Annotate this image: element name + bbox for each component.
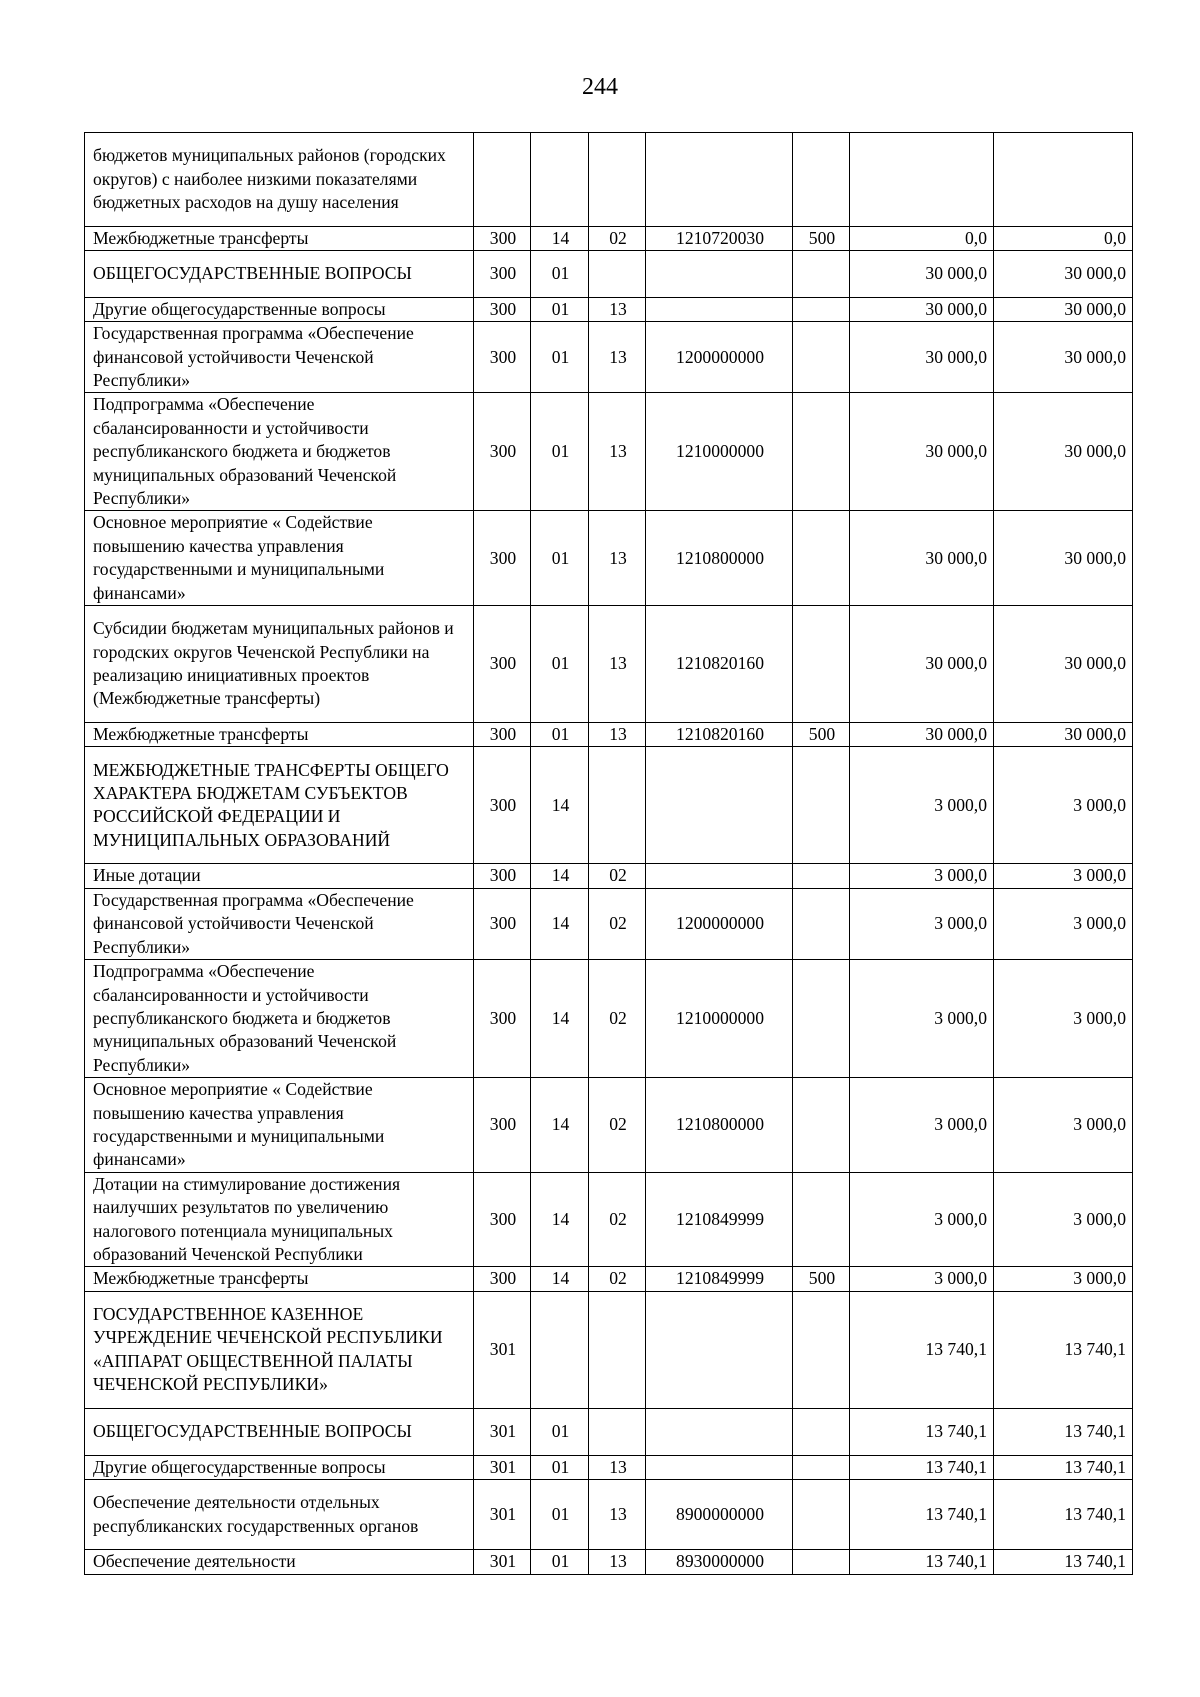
amount-year-2: 30 000,0: [994, 511, 1133, 606]
grbs-code: 300: [474, 322, 531, 393]
expense-type-code: [793, 1550, 850, 1574]
section-code: 14: [531, 888, 589, 959]
target-article-code: 1210720030: [646, 226, 793, 250]
target-article-code: [646, 747, 793, 864]
subsection-code: [589, 133, 646, 227]
amount-year-1: 13 740,1: [850, 1550, 994, 1574]
amount-year-1: 3 000,0: [850, 864, 994, 888]
amount-year-1: 30 000,0: [850, 322, 994, 393]
grbs-code: 301: [474, 1480, 531, 1550]
row-name: бюджетов муниципальных районов (городских округов) с наиболее низкими показателями бюджетных расходов на душу населения: [85, 133, 474, 227]
amount-year-2: 3 000,0: [994, 1172, 1133, 1267]
section-code: 14: [531, 226, 589, 250]
subsection-code: 02: [589, 1267, 646, 1291]
table-row: [85, 747, 1133, 864]
row-name: Другие общегосударственные вопросы: [85, 1455, 474, 1479]
expense-type-code: [793, 747, 850, 864]
table-row: [85, 1408, 1133, 1455]
target-article-code: 1210820160: [646, 723, 793, 747]
grbs-code: 300: [474, 864, 531, 888]
grbs-code: 300: [474, 888, 531, 959]
section-code: [531, 133, 589, 227]
row-name: Подпрограмма «Обеспечение сбалансированности и устойчивости республиканского бюджета и бюджетов муниципальных образований Чеченской Республики»: [85, 393, 474, 511]
amount-year-2: 13 740,1: [994, 1480, 1133, 1550]
table-row: [85, 960, 1133, 1078]
target-article-code: [646, 251, 793, 298]
target-article-code: 1200000000: [646, 888, 793, 959]
amount-year-1: 30 000,0: [850, 511, 994, 606]
amount-year-2: 30 000,0: [994, 606, 1133, 723]
amount-year-2: 3 000,0: [994, 960, 1133, 1078]
row-name: Дотации на стимулирование достижения наилучших результатов по увеличению налогового потенциала муниципальных образований Чеченской Республики: [85, 1172, 474, 1267]
table-row: [85, 251, 1133, 298]
expense-type-code: [793, 297, 850, 321]
subsection-code: 02: [589, 864, 646, 888]
section-code: 01: [531, 1480, 589, 1550]
section-code: 01: [531, 511, 589, 606]
table-row: [85, 297, 1133, 321]
subsection-code: 13: [589, 1455, 646, 1479]
table-row: [85, 393, 1133, 511]
grbs-code: 301: [474, 1550, 531, 1574]
table-row: [85, 1172, 1133, 1267]
subsection-code: 13: [589, 297, 646, 321]
grbs-code: 300: [474, 1172, 531, 1267]
row-name: Иные дотации: [85, 864, 474, 888]
subsection-code: 13: [589, 1550, 646, 1574]
expense-type-code: [793, 1455, 850, 1479]
table-row: [85, 133, 1133, 227]
section-code: 14: [531, 1267, 589, 1291]
target-article-code: [646, 1291, 793, 1408]
target-article-code: 1210849999: [646, 1172, 793, 1267]
amount-year-1: 30 000,0: [850, 251, 994, 298]
target-article-code: 1210000000: [646, 960, 793, 1078]
target-article-code: 8930000000: [646, 1550, 793, 1574]
amount-year-1: 3 000,0: [850, 888, 994, 959]
grbs-code: 300: [474, 747, 531, 864]
amount-year-1: 30 000,0: [850, 393, 994, 511]
row-name: Межбюджетные трансферты: [85, 723, 474, 747]
amount-year-1: 30 000,0: [850, 297, 994, 321]
amount-year-2: 30 000,0: [994, 297, 1133, 321]
section-code: 01: [531, 251, 589, 298]
subsection-code: 13: [589, 1480, 646, 1550]
amount-year-2: 3 000,0: [994, 864, 1133, 888]
target-article-code: 8900000000: [646, 1480, 793, 1550]
grbs-code: 300: [474, 393, 531, 511]
target-article-code: [646, 133, 793, 227]
amount-year-2: 30 000,0: [994, 723, 1133, 747]
expense-type-code: [793, 606, 850, 723]
target-article-code: 1210820160: [646, 606, 793, 723]
subsection-code: [589, 1291, 646, 1408]
table-row: [85, 1455, 1133, 1479]
expense-type-code: [793, 1480, 850, 1550]
row-name: ОБЩЕГОСУДАРСТВЕННЫЕ ВОПРОСЫ: [85, 251, 474, 298]
section-code: 14: [531, 1172, 589, 1267]
page-number: 244: [582, 74, 618, 100]
table-row: [85, 511, 1133, 606]
amount-year-1: 3 000,0: [850, 960, 994, 1078]
grbs-code: 300: [474, 297, 531, 321]
amount-year-1: 3 000,0: [850, 747, 994, 864]
subsection-code: 02: [589, 1172, 646, 1267]
table-row: [85, 226, 1133, 250]
grbs-code: 300: [474, 226, 531, 250]
budget-table: [84, 132, 1133, 1575]
row-name: ОБЩЕГОСУДАРСТВЕННЫЕ ВОПРОСЫ: [85, 1408, 474, 1455]
grbs-code: 300: [474, 1078, 531, 1173]
row-name: МЕЖБЮДЖЕТНЫЕ ТРАНСФЕРТЫ ОБЩЕГО ХАРАКТЕРА БЮДЖЕТАМ СУБЪЕКТОВ РОССИЙСКОЙ ФЕДЕРАЦИИ И МУНИЦИПАЛЬНЫХ ОБРАЗОВАНИЙ: [85, 747, 474, 864]
row-name: Другие общегосударственные вопросы: [85, 297, 474, 321]
subsection-code: 13: [589, 393, 646, 511]
target-article-code: [646, 864, 793, 888]
table-row: [85, 864, 1133, 888]
grbs-code: [474, 133, 531, 227]
subsection-code: 13: [589, 723, 646, 747]
amount-year-2: 13 740,1: [994, 1408, 1133, 1455]
table-row: [85, 606, 1133, 723]
subsection-code: [589, 1408, 646, 1455]
target-article-code: 1200000000: [646, 322, 793, 393]
row-name: Обеспечение деятельности отдельных республиканских государственных органов: [85, 1480, 474, 1550]
row-name: Межбюджетные трансферты: [85, 226, 474, 250]
amount-year-2: 13 740,1: [994, 1455, 1133, 1479]
amount-year-1: 13 740,1: [850, 1291, 994, 1408]
section-code: 01: [531, 1408, 589, 1455]
amount-year-1: 13 740,1: [850, 1480, 994, 1550]
amount-year-2: 3 000,0: [994, 1078, 1133, 1173]
grbs-code: 301: [474, 1455, 531, 1479]
amount-year-1: 13 740,1: [850, 1455, 994, 1479]
table-row: [85, 1480, 1133, 1550]
section-code: 14: [531, 747, 589, 864]
grbs-code: 300: [474, 1267, 531, 1291]
row-name: Обеспечение деятельности: [85, 1550, 474, 1574]
table-row: [85, 1078, 1133, 1173]
section-code: 14: [531, 960, 589, 1078]
expense-type-code: [793, 251, 850, 298]
amount-year-1: 30 000,0: [850, 723, 994, 747]
row-name: Государственная программа «Обеспечение финансовой устойчивости Чеченской Республики»: [85, 322, 474, 393]
target-article-code: [646, 1408, 793, 1455]
target-article-code: [646, 1455, 793, 1479]
row-name: Основное мероприятие « Содействие повышению качества управления государственными и муниципальными финансами»: [85, 1078, 474, 1173]
subsection-code: 02: [589, 226, 646, 250]
amount-year-1: 3 000,0: [850, 1172, 994, 1267]
subsection-code: 02: [589, 888, 646, 959]
grbs-code: 300: [474, 606, 531, 723]
expense-type-code: [793, 511, 850, 606]
expense-type-code: [793, 393, 850, 511]
amount-year-2: 30 000,0: [994, 393, 1133, 511]
expense-type-code: [793, 133, 850, 227]
amount-year-2: 3 000,0: [994, 747, 1133, 864]
expense-type-code: 500: [793, 226, 850, 250]
expense-type-code: [793, 1291, 850, 1408]
amount-year-1: 13 740,1: [850, 1408, 994, 1455]
expense-type-code: [793, 1172, 850, 1267]
section-code: 01: [531, 1455, 589, 1479]
subsection-code: 02: [589, 1078, 646, 1173]
table-row: [85, 723, 1133, 747]
expense-type-code: [793, 1408, 850, 1455]
amount-year-2: 13 740,1: [994, 1550, 1133, 1574]
grbs-code: 301: [474, 1408, 531, 1455]
section-code: 01: [531, 393, 589, 511]
amount-year-1: 3 000,0: [850, 1267, 994, 1291]
amount-year-2: 30 000,0: [994, 251, 1133, 298]
section-code: 01: [531, 1550, 589, 1574]
expense-type-code: [793, 960, 850, 1078]
target-article-code: 1210800000: [646, 511, 793, 606]
section-code: [531, 1291, 589, 1408]
expense-type-code: [793, 888, 850, 959]
subsection-code: 13: [589, 606, 646, 723]
amount-year-1: 30 000,0: [850, 606, 994, 723]
amount-year-1: 0,0: [850, 226, 994, 250]
row-name: Основное мероприятие « Содействие повышению качества управления государственными и муниципальными финансами»: [85, 511, 474, 606]
amount-year-2: 13 740,1: [994, 1291, 1133, 1408]
subsection-code: 13: [589, 511, 646, 606]
expense-type-code: 500: [793, 1267, 850, 1291]
row-name: Межбюджетные трансферты: [85, 1267, 474, 1291]
subsection-code: [589, 251, 646, 298]
section-code: 01: [531, 297, 589, 321]
target-article-code: [646, 297, 793, 321]
row-name: Государственная программа «Обеспечение финансовой устойчивости Чеченской Республики»: [85, 888, 474, 959]
expense-type-code: [793, 864, 850, 888]
section-code: 01: [531, 606, 589, 723]
section-code: 14: [531, 1078, 589, 1173]
table-body: [85, 133, 1133, 1575]
grbs-code: 300: [474, 723, 531, 747]
expense-type-code: [793, 322, 850, 393]
table-row: [85, 322, 1133, 393]
amount-year-2: 3 000,0: [994, 1267, 1133, 1291]
row-name: Подпрограмма «Обеспечение сбалансированности и устойчивости республиканского бюджета и бюджетов муниципальных образований Чеченской Республики»: [85, 960, 474, 1078]
amount-year-1: [850, 133, 994, 227]
expense-type-code: 500: [793, 723, 850, 747]
subsection-code: 13: [589, 322, 646, 393]
table-row: [85, 1550, 1133, 1574]
grbs-code: 300: [474, 511, 531, 606]
section-code: 01: [531, 322, 589, 393]
row-name: Субсидии бюджетам муниципальных районов и городских округов Чеченской Республики на реализацию инициативных проектов (Межбюджетные трансферты): [85, 606, 474, 723]
amount-year-2: [994, 133, 1133, 227]
expense-type-code: [793, 1078, 850, 1173]
amount-year-2: 3 000,0: [994, 888, 1133, 959]
amount-year-2: 30 000,0: [994, 322, 1133, 393]
subsection-code: 02: [589, 960, 646, 1078]
grbs-code: 301: [474, 1291, 531, 1408]
section-code: 14: [531, 864, 589, 888]
grbs-code: 300: [474, 251, 531, 298]
target-article-code: 1210800000: [646, 1078, 793, 1173]
target-article-code: 1210849999: [646, 1267, 793, 1291]
amount-year-1: 3 000,0: [850, 1078, 994, 1173]
grbs-code: 300: [474, 960, 531, 1078]
table-row: [85, 888, 1133, 959]
table-row: [85, 1291, 1133, 1408]
table-row: [85, 1267, 1133, 1291]
row-name: ГОСУДАРСТВЕННОЕ КАЗЕННОЕ УЧРЕЖДЕНИЕ ЧЕЧЕНСКОЙ РЕСПУБЛИКИ «АППАРАТ ОБЩЕСТВЕННОЙ ПАЛАТЫ ЧЕЧЕНСКОЙ РЕСПУБЛИКИ»: [85, 1291, 474, 1408]
section-code: 01: [531, 723, 589, 747]
amount-year-2: 0,0: [994, 226, 1133, 250]
subsection-code: [589, 747, 646, 864]
target-article-code: 1210000000: [646, 393, 793, 511]
